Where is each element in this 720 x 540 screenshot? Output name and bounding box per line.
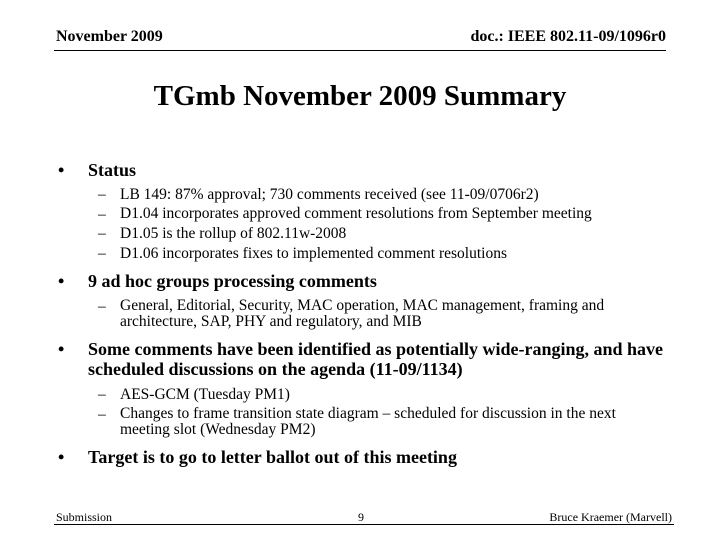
slide-title: TGmb November 2009 Summary bbox=[153, 80, 567, 112]
sub-bullet bbox=[98, 205, 668, 223]
header-rule bbox=[54, 50, 666, 51]
bullet-dot-icon: • bbox=[58, 271, 65, 291]
bullet-dot-icon: • bbox=[58, 339, 65, 359]
dash-icon: – bbox=[98, 386, 106, 403]
sub-bullet-text: General, Editorial, Security, MAC operation, MAC management, framing and architecture, SAP, PHY and regulatory, and MIB bbox=[120, 297, 605, 330]
sub-bullet bbox=[98, 297, 668, 330]
footer-submission: Submission bbox=[56, 510, 113, 524]
dash-icon: – bbox=[98, 225, 106, 242]
sub-bullet-text: LB 149: 87% approval; 730 comments received (see 11-09/0706r2) bbox=[120, 186, 539, 203]
sub-bullet bbox=[98, 225, 668, 242]
bullet-text: Status bbox=[88, 160, 137, 180]
slide-body bbox=[58, 156, 668, 467]
dash-icon: – bbox=[98, 298, 106, 315]
sub-bullet bbox=[98, 405, 668, 438]
bullet-dot-icon: • bbox=[58, 160, 65, 180]
footer-page-number: 9 bbox=[358, 510, 364, 524]
dash-icon: – bbox=[98, 406, 106, 423]
bullet-letter-ballot-target bbox=[58, 447, 668, 467]
bullet-wide-ranging-comments bbox=[58, 339, 668, 379]
sub-bullet bbox=[98, 386, 668, 403]
sub-bullet bbox=[98, 186, 668, 203]
dash-icon: – bbox=[98, 186, 106, 203]
header-date: November 2009 bbox=[56, 28, 163, 45]
sub-bullet-text: AES-GCM (Tuesday PM1) bbox=[120, 386, 290, 403]
sub-bullet-text: Changes to frame transition state diagram – scheduled for discussion in the next meeting slot (Wednesday PM2) bbox=[120, 405, 616, 438]
bullet-text: Target is to go to letter ballot out of this meeting bbox=[88, 447, 457, 467]
sub-bullet-text: D1.06 incorporates fixes to implemented comment resolutions bbox=[120, 245, 507, 262]
bullet-text: 9 ad hoc groups processing comments bbox=[88, 271, 377, 291]
sub-bullet-text: D1.05 is the rollup of 802.11w-2008 bbox=[120, 225, 347, 242]
dash-icon: – bbox=[98, 206, 106, 223]
bullet-dot-icon: • bbox=[58, 447, 65, 467]
footer-rule bbox=[54, 524, 674, 525]
footer-author: Bruce Kraemer (Marvell) bbox=[549, 510, 672, 524]
sub-bullet bbox=[98, 245, 668, 262]
bullet-ad-hoc-groups bbox=[58, 271, 668, 291]
dash-icon: – bbox=[98, 245, 106, 262]
sub-bullet-text: D1.04 incorporates approved comment resolutions from September meeting bbox=[120, 205, 592, 222]
header-doc-id: doc.: IEEE 802.11-09/1096r0 bbox=[470, 28, 666, 45]
bullet-text: Some comments have been identified as potentially wide-ranging, and have scheduled discussions on the agenda (11-09/1134) bbox=[88, 339, 664, 379]
bullet-status bbox=[58, 160, 668, 180]
